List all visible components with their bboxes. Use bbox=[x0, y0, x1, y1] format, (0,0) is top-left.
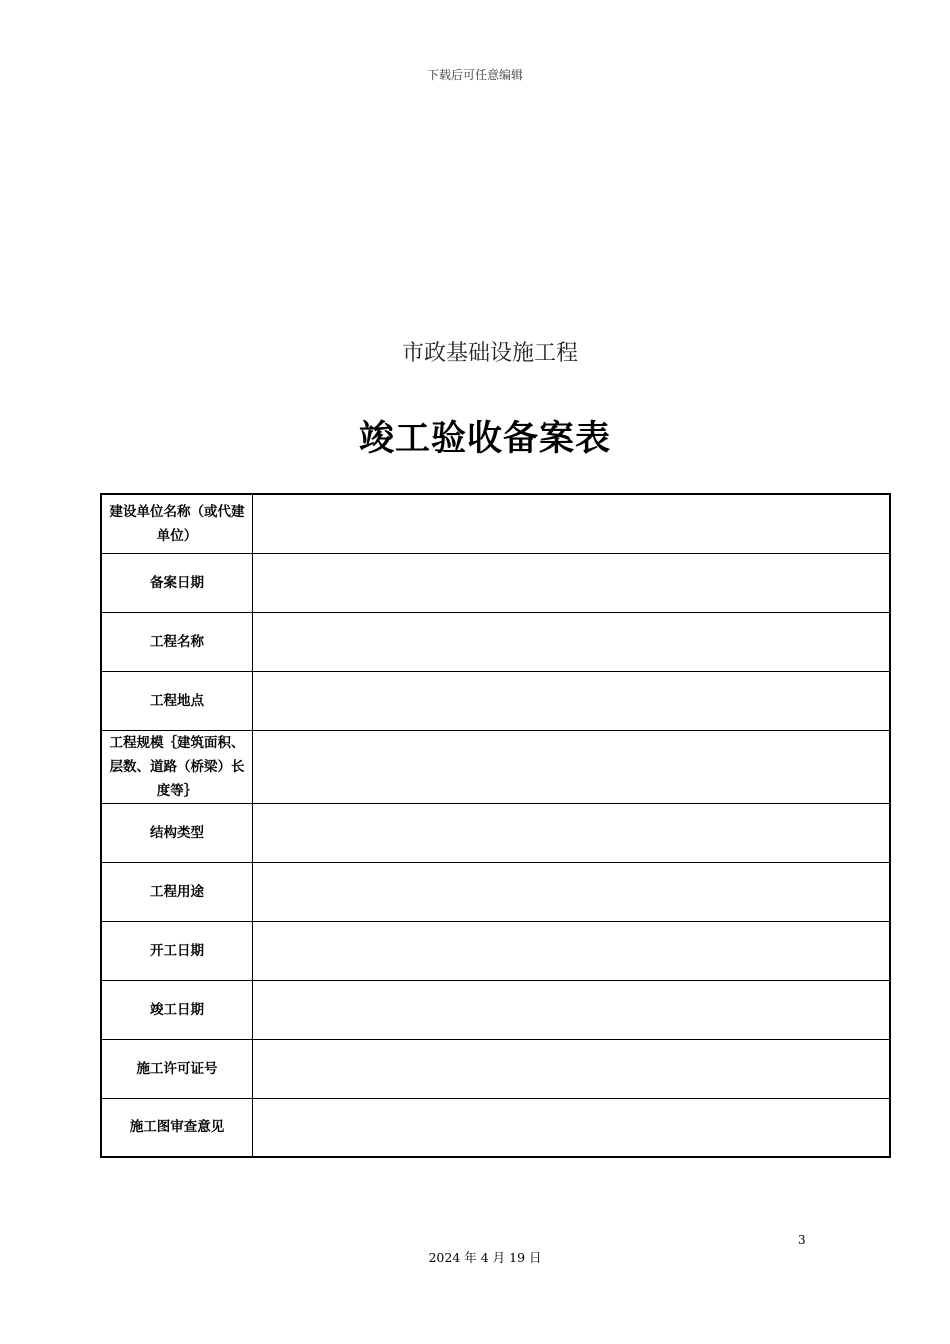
table-row bbox=[101, 921, 890, 980]
form-title: 竣工验收备案表 bbox=[358, 419, 611, 459]
field-value-permit-number[interactable] bbox=[253, 1039, 891, 1098]
table-row bbox=[101, 862, 890, 921]
field-label-completion-date: 竣工日期 bbox=[101, 980, 253, 1039]
field-label-filing-date: 备案日期 bbox=[101, 553, 253, 612]
header-note: 下载后可任意编辑 bbox=[426, 68, 523, 82]
field-value-builder[interactable] bbox=[253, 494, 891, 553]
field-value-filing-date[interactable] bbox=[253, 553, 891, 612]
form-subtitle: 市政基础设施工程 bbox=[401, 341, 578, 366]
table-row bbox=[101, 1039, 890, 1098]
field-value-project-scale[interactable] bbox=[253, 730, 891, 803]
field-value-project-use[interactable] bbox=[253, 862, 891, 921]
field-value-drawing-review[interactable] bbox=[253, 1098, 891, 1157]
field-label-project-use: 工程用途 bbox=[101, 862, 253, 921]
field-label-project-scale: 工程规模｛建筑面积、层数、道路（桥梁）长度等｝ bbox=[101, 730, 253, 803]
field-label-start-date: 开工日期 bbox=[101, 921, 253, 980]
filing-form-table bbox=[100, 493, 891, 1158]
table-row bbox=[101, 803, 890, 862]
table-row bbox=[101, 730, 890, 803]
table-row bbox=[101, 980, 890, 1039]
field-value-project-name[interactable] bbox=[253, 612, 891, 671]
field-value-start-date[interactable] bbox=[253, 921, 891, 980]
field-value-structure-type[interactable] bbox=[253, 803, 891, 862]
field-value-project-location[interactable] bbox=[253, 671, 891, 730]
field-label-builder: 建设单位名称（或代建单位） bbox=[101, 494, 253, 553]
field-value-completion-date[interactable] bbox=[253, 980, 891, 1039]
field-label-structure-type: 结构类型 bbox=[101, 803, 253, 862]
table-row bbox=[101, 494, 890, 553]
field-label-project-location: 工程地点 bbox=[101, 671, 253, 730]
field-label-permit-number: 施工许可证号 bbox=[101, 1039, 253, 1098]
footer-date: 2024 年 4 月 19 日 bbox=[428, 1250, 542, 1265]
page-number: 3 bbox=[798, 1233, 806, 1247]
table-row bbox=[101, 1098, 890, 1157]
table-row bbox=[101, 612, 890, 671]
field-label-drawing-review: 施工图审查意见 bbox=[101, 1098, 253, 1157]
table-row bbox=[101, 671, 890, 730]
field-label-project-name: 工程名称 bbox=[101, 612, 253, 671]
table-row bbox=[101, 553, 890, 612]
